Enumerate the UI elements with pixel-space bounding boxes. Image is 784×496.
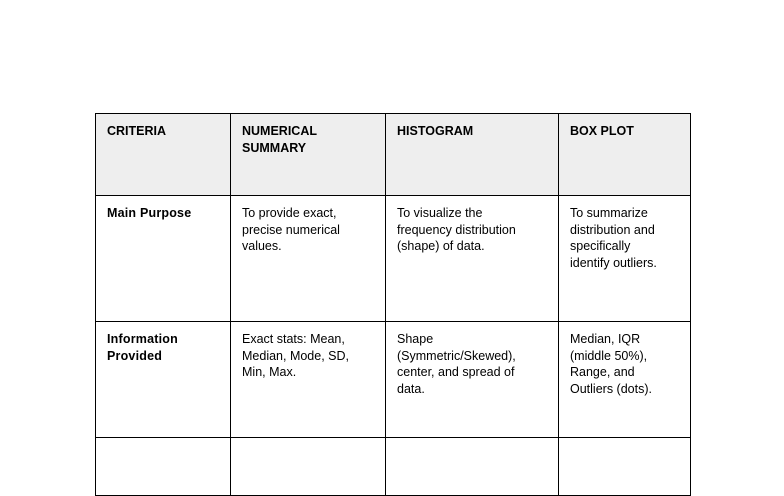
box-plot-cell: To summarize distribution and specifically identify outliers. bbox=[559, 196, 691, 322]
numerical-summary-cell: To provide exact, precise numerical values. bbox=[231, 196, 386, 322]
table-body bbox=[96, 196, 691, 496]
header-row bbox=[96, 114, 691, 196]
box-plot-cell bbox=[559, 438, 691, 496]
histogram-cell: Shape (Symmetric/Skewed), center, and spread of data. bbox=[386, 322, 559, 438]
criteria-cell bbox=[96, 438, 231, 496]
header-box-plot: BOX PLOT bbox=[559, 114, 691, 196]
histogram-cell bbox=[386, 438, 559, 496]
header-criteria: CRITERIA bbox=[96, 114, 231, 196]
criteria-cell: Main Purpose bbox=[96, 196, 231, 322]
criteria-cell: Information Provided bbox=[96, 322, 231, 438]
histogram-cell: To visualize the frequency distribution (shape) of data. bbox=[386, 196, 559, 322]
numerical-summary-cell: Exact stats: Mean, Median, Mode, SD, Min, Max. bbox=[231, 322, 386, 438]
numerical-summary-cell bbox=[231, 438, 386, 496]
box-plot-cell: Median, IQR (middle 50%), Range, and Outliers (dots). bbox=[559, 322, 691, 438]
header-histogram: HISTOGRAM bbox=[386, 114, 559, 196]
table-row bbox=[96, 196, 691, 322]
comparison-table bbox=[95, 113, 691, 496]
table-header bbox=[96, 114, 691, 196]
table-row bbox=[96, 438, 691, 496]
header-numerical-summary: NUMERICAL SUMMARY bbox=[231, 114, 386, 196]
table-row bbox=[96, 322, 691, 438]
